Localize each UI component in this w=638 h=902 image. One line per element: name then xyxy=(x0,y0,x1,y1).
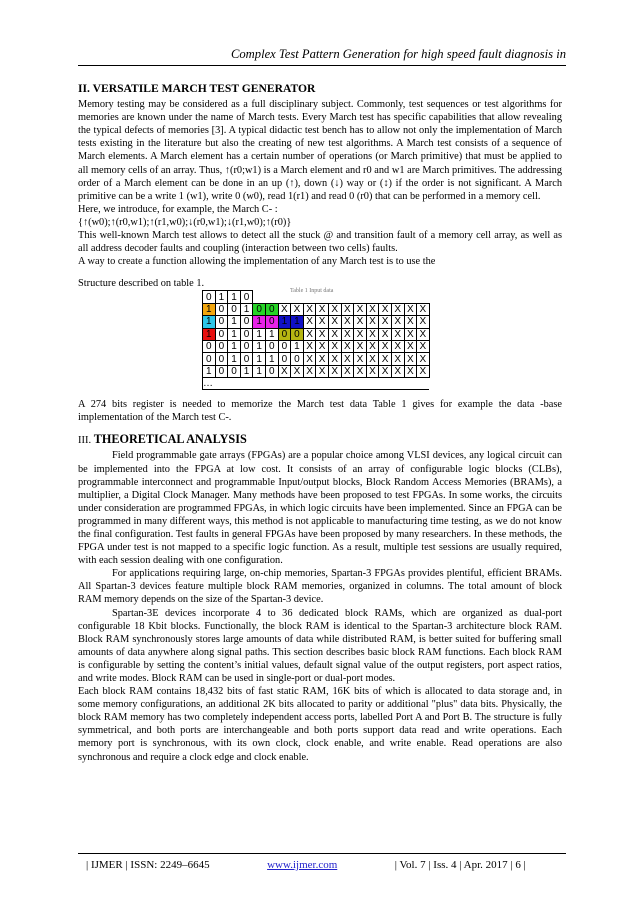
grid-cell: 1 xyxy=(228,340,241,352)
grid-empty xyxy=(391,291,404,303)
header-rule xyxy=(78,65,566,66)
grid-cell: 0 xyxy=(265,316,278,328)
grid-cell: 0 xyxy=(203,291,216,303)
grid-cell: X xyxy=(354,328,367,340)
grid-cell: 0 xyxy=(215,353,228,365)
grid-empty xyxy=(404,291,417,303)
grid-cell: X xyxy=(328,303,341,315)
grid-cell: X xyxy=(354,365,367,377)
grid-cell: X xyxy=(417,303,430,315)
grid-cell: X xyxy=(316,316,329,328)
grid-cell: X xyxy=(354,353,367,365)
grid-row xyxy=(203,353,430,365)
grid-cell: 1 xyxy=(253,316,266,328)
section-2-title: II. VERSATILE MARCH TEST GENERATOR xyxy=(78,82,316,95)
grid-cell: X xyxy=(404,328,417,340)
grid-cell: 0 xyxy=(265,303,278,315)
grid-cell: X xyxy=(291,365,304,377)
footer-url-link[interactable]: www.ijmer.com xyxy=(267,859,338,871)
grid-cell: X xyxy=(379,353,392,365)
section-3-paragraph-2: For applications requiring large, on-chip memories, Spartan-3 FPGAs provides plentiful, efficient BRAMs. All Spartan-3 devices feature multiple block RAM memories, organized in columns. The total amount of block RAM memory depends on the size of the Spartan-3 device. xyxy=(78,568,562,606)
page-footer xyxy=(86,859,526,871)
grid-cell: X xyxy=(341,316,354,328)
grid-cell: X xyxy=(328,365,341,377)
grid-cell: 0 xyxy=(215,340,228,352)
grid-cell: X xyxy=(303,340,316,352)
grid-cell: 1 xyxy=(203,365,216,377)
grid-cell: X xyxy=(417,316,430,328)
grid-cell: X xyxy=(316,340,329,352)
grid-cell: X xyxy=(379,365,392,377)
grid-cell: X xyxy=(328,316,341,328)
grid-row xyxy=(203,365,430,377)
march-data-table xyxy=(202,290,562,390)
grid-cell: X xyxy=(354,316,367,328)
running-header: Complex Test Pattern Generation for high speed fault diagnosis in xyxy=(230,47,566,61)
grid-cell: 1 xyxy=(265,353,278,365)
grid-empty xyxy=(354,291,367,303)
grid-cell: 0 xyxy=(291,353,304,365)
grid-empty xyxy=(417,291,430,303)
grid-cell: 1 xyxy=(240,365,253,377)
grid-cell: 1 xyxy=(228,291,241,303)
grid-cell: X xyxy=(366,316,379,328)
grid-cell: X xyxy=(379,340,392,352)
grid-cell: 1 xyxy=(203,303,216,315)
grid-empty xyxy=(379,291,392,303)
grid-cell: X xyxy=(379,303,392,315)
section-2-paragraph-3: This well-known March test allows to detect all the stuck @ and transition fault of a memory cell array, as well as all address decoder faults and coupling (interaction between two cells) faults. xyxy=(78,230,562,255)
grid-cell: X xyxy=(391,303,404,315)
table-caption: Structure described on table 1. xyxy=(78,278,205,290)
table-title-fragment: Table 1 Input data xyxy=(290,288,334,295)
grid-cell: X xyxy=(341,365,354,377)
grid-cell: X xyxy=(366,303,379,315)
grid-cell: 1 xyxy=(291,340,304,352)
grid-cell: 1 xyxy=(265,328,278,340)
grid-empty xyxy=(278,291,291,303)
grid-cell: X xyxy=(417,365,430,377)
grid-cell: X xyxy=(328,340,341,352)
grid-cell: 1 xyxy=(228,328,241,340)
section-3-paragraph-3: Spartan-3E devices incorporate 4 to 36 dedicated block RAMs, which are organized as dual-port configurable 18 Kbit blocks. Functionally, the block RAM is identical to the Spartan-3 architecture block RAM. Block RAM synchronously stores large amounts of data while distributed RAM, is better suited for buffering small amounts of data anywhere along signal paths. This section describes basic block RAM functions. Each block RAM is configurable by setting the content’s initial values, default signal value of the output registers, port aspect ratios, and write modes. Block RAM can be used in single-port or dual-port modes. xyxy=(78,607,562,685)
grid-cell: X xyxy=(341,303,354,315)
grid-cell: 0 xyxy=(240,316,253,328)
grid-cell: X xyxy=(341,353,354,365)
grid-cell: X xyxy=(404,340,417,352)
grid-cell: X xyxy=(379,328,392,340)
grid-cell: X xyxy=(291,303,304,315)
march-data-grid xyxy=(202,290,430,390)
grid-cell: 0 xyxy=(265,340,278,352)
grid-cell: X xyxy=(391,365,404,377)
grid-cell: 0 xyxy=(240,291,253,303)
grid-cell: X xyxy=(316,365,329,377)
march-c-definition: {↑(w0);↑(r0,w1);↑(r1,w0);↓(r0,w1);↓(r1,w0);↑(r0)} xyxy=(78,216,292,228)
grid-cell: X xyxy=(391,340,404,352)
grid-cell: 1 xyxy=(253,340,266,352)
grid-cell: X xyxy=(303,303,316,315)
grid-cell: 0 xyxy=(215,365,228,377)
grid-cell: 1 xyxy=(228,316,241,328)
section-3-paragraph-4: Each block RAM contains 18,432 bits of fast static RAM, 16K bits of which is allocated to data storage and, in some memory configurations, an additional 2K bits allocated to parity or additional "plus" data bits. Physically, the block RAM memory has two completely independent access ports, labelled Port A and Port B. The structure is fully symmetrical, and both ports are interchangeable and both ports support data read and write operations. Each memory port is synchronous, with its own clock, clock enable, and write enable. Read operations are also synchronous and require a clock edge and clock enable. xyxy=(78,686,562,763)
grid-cell: 0 xyxy=(228,365,241,377)
grid-cell: X xyxy=(354,303,367,315)
footer-journal: | IJMER | ISSN: 2249–6645 xyxy=(86,859,210,871)
grid-cell: X xyxy=(341,328,354,340)
grid-empty xyxy=(366,291,379,303)
grid-row xyxy=(203,340,430,352)
section-3-title-text: THEORETICAL ANALYSIS xyxy=(93,432,247,447)
grid-cell: X xyxy=(391,316,404,328)
grid-cell: X xyxy=(404,365,417,377)
grid-continuation-row xyxy=(203,378,430,390)
grid-cell: X xyxy=(316,353,329,365)
grid-cell: X xyxy=(366,365,379,377)
section-2-paragraph-1: Memory testing may be considered as a full disciplinary subject. Commonly, test sequences or test algorithms for memories are known under the name of March tests. Every March test has specific capabilities that allow revealing the typical defects of memories [3]. A typical didactic test bench has to allow not only the implementation of March tests existing in the literature but also the creating of new test algorithms. A March test consists of a sequence of March elements. A March element has a certain number of operations (or March primitive) that must be applied to all memory cells of an array. Thus, ↑(r0;w1) is a March element and r0 and w1 are March primitives. The addressing order of a March element can be done in an up (↑), down (↓) way or (↕) if the order is not significant. A March primitive can be a write 1 (w1), write 0 (w0), read 1(r1) and read 0 (r0) that can be performed in a memory cell. xyxy=(78,99,562,202)
grid-cell: X xyxy=(404,303,417,315)
grid-row xyxy=(203,328,430,340)
grid-empty xyxy=(265,291,278,303)
grid-cell: X xyxy=(303,328,316,340)
grid-cell: 1 xyxy=(240,303,253,315)
section-3-number: III. xyxy=(78,435,92,447)
grid-cell: X xyxy=(417,353,430,365)
grid-cell: 0 xyxy=(291,328,304,340)
grid-cell: 1 xyxy=(215,291,228,303)
grid-cell: 0 xyxy=(240,340,253,352)
grid-cell: X xyxy=(303,316,316,328)
grid-cell: X xyxy=(278,365,291,377)
grid-cell: 1 xyxy=(253,328,266,340)
grid-cell: 0 xyxy=(228,303,241,315)
grid-cell: X xyxy=(417,328,430,340)
footer-issue: | Vol. 7 | Iss. 4 | Apr. 2017 | 6 | xyxy=(394,859,526,871)
grid-cell: X xyxy=(354,340,367,352)
grid-cell: X xyxy=(328,353,341,365)
grid-cell: X xyxy=(366,328,379,340)
grid-cell: 1 xyxy=(228,353,241,365)
grid-cell: X xyxy=(278,303,291,315)
grid-row xyxy=(203,316,430,328)
grid-cell: 0 xyxy=(278,328,291,340)
grid-cell: X xyxy=(328,328,341,340)
section-2-paragraph-2: Here, we introduce, for example, the March C- : xyxy=(78,203,278,215)
grid-cell: 0 xyxy=(240,328,253,340)
grid-cell: X xyxy=(404,316,417,328)
grid-cell: 1 xyxy=(278,316,291,328)
section-3-title xyxy=(78,433,562,447)
grid-cell: 1 xyxy=(253,365,266,377)
grid-row xyxy=(203,303,430,315)
grid-cell: X xyxy=(316,303,329,315)
grid-empty xyxy=(341,291,354,303)
grid-cell: 0 xyxy=(265,365,278,377)
grid-cell: X xyxy=(303,365,316,377)
grid-cell: X xyxy=(303,353,316,365)
grid-cell: 1 xyxy=(203,328,216,340)
grid-cell: X xyxy=(417,340,430,352)
grid-cell: 0 xyxy=(215,303,228,315)
grid-cell: 0 xyxy=(253,303,266,315)
grid-cell: 0 xyxy=(203,353,216,365)
grid-cell: 0 xyxy=(278,340,291,352)
grid-cell: 1 xyxy=(291,316,304,328)
grid-continuation: … xyxy=(203,378,430,390)
grid-cell: 1 xyxy=(203,316,216,328)
grid-cell: X xyxy=(391,328,404,340)
grid-cell: X xyxy=(366,353,379,365)
grid-cell: X xyxy=(404,353,417,365)
page-content xyxy=(78,70,562,764)
grid-cell: 0 xyxy=(240,353,253,365)
section-3-paragraph-1: Field programmable gate arrays (FPGAs) are a popular choice among VLSI devices, any logical circuit can be implemented into the FPGA at low cost. It consists of an array of configurable logic blocks (CLBs), programmable interconnect and programmable Input/output blocks, Block Random Access Memories (BRAMs), a multiplier, a Digital Clock Manager. Many methods have been proposed to test FPGAs. In some works, the circuits under consideration are programmed FPGAs, in which logic circuits have been implemented. Since an FPGA can be programmed in many different ways, this method is not applicable to manufacturing time testing, as we do not know the final configuration. Test faults in general FPGAs have been proposed by many researchers. In these methods, the FPGA under test is not mapped to a specific logic function. As a result, multiple test sessions are usually required, with each session dealing with one configuration. xyxy=(78,450,562,567)
section-2-paragraph-5: A 274 bits register is needed to memorize the March test data Table 1 gives for example the data -base implementation of the March test C-. xyxy=(78,399,562,424)
grid-cell: 1 xyxy=(253,353,266,365)
grid-cell: 0 xyxy=(215,328,228,340)
grid-cell: X xyxy=(391,353,404,365)
grid-cell: X xyxy=(316,328,329,340)
section-2-paragraph-4: A way to create a function allowing the implementation of any March test is to use the xyxy=(78,256,436,268)
grid-cell: 0 xyxy=(203,340,216,352)
grid-cell: X xyxy=(379,316,392,328)
grid-cell: X xyxy=(366,340,379,352)
grid-cell: 0 xyxy=(215,316,228,328)
grid-cell: X xyxy=(341,340,354,352)
grid-empty xyxy=(253,291,266,303)
grid-cell: 0 xyxy=(278,353,291,365)
footer-rule xyxy=(78,853,566,854)
